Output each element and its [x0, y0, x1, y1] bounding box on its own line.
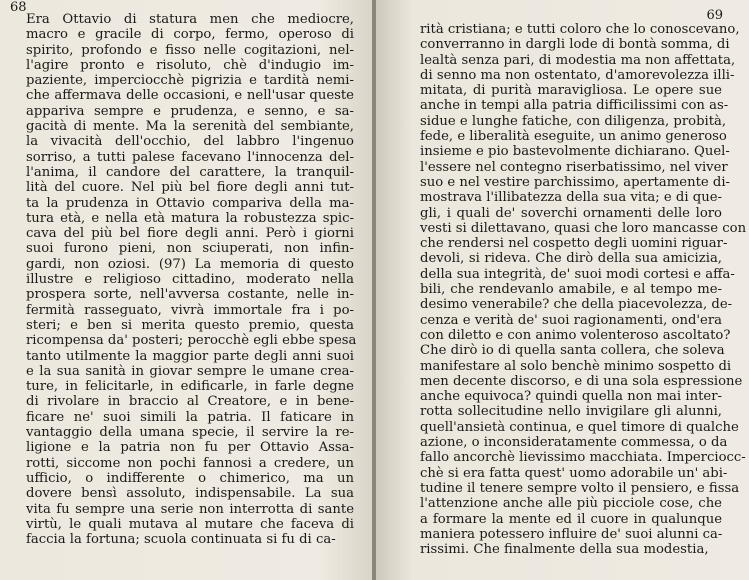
- text-line: tanto utilmente la maggior parte degli anni suoi: [26, 348, 354, 364]
- text-line: sidue e lunghe fatiche, con diligenza, probità,: [420, 113, 727, 129]
- text-line: l'agire pronto e risoluto, chè d'indugio im-: [26, 57, 354, 73]
- text-line: suo e nel vestire parchissimo, apertamente di-: [420, 174, 731, 190]
- text-line: dovere bensì assoluto, indispensabile. La sua: [26, 486, 354, 502]
- text-line: ta la prudenza in Ottavio compariva della ma-: [26, 195, 354, 211]
- text-line: azione, o inconsideratamente commessa, o da: [420, 435, 728, 451]
- text-line: che rendersi nel cospetto degli uomini riguar-: [420, 236, 728, 252]
- text-line: ficare ne' suoi simili la patria. Il faticare in: [26, 409, 354, 425]
- text-line: gacità di mente. Ma la serenità del sembiante,: [26, 119, 354, 135]
- text-line: quell'ansietà continua, e quel timore di qualche: [420, 419, 739, 435]
- text-line: illustre e religioso cittadino, moderato nella: [26, 272, 354, 288]
- text-line: e la sua sanità in giovar sempre le umane crea-: [26, 363, 354, 379]
- text-line: suoi furono pieni, non sciuperati, non infin-: [26, 241, 354, 257]
- text-line: prospera sorte, nell'avversa costante, nelle in-: [26, 287, 354, 303]
- text-line: ufficio, o indifferente o chimerico, ma un: [26, 470, 354, 486]
- left-page-text: [26, 12, 357, 548]
- text-line: fallo ancorchè lievissimo macchiata. Imperciocc-: [420, 450, 746, 466]
- text-line: maniera potessero influire de' suoi alunni ca-: [420, 526, 723, 542]
- text-line: fermità rasseguato, vivrà immortale fra i po-: [26, 302, 354, 318]
- text-line: converranno in dargli lode di bontà somma, di: [420, 37, 730, 53]
- text-line: men decente discorso, e di una sola espressione: [420, 373, 743, 389]
- text-line: l'essere nel contegno riserbatissimo, nel viver: [420, 159, 728, 175]
- text-line: rità cristiana; e tutti coloro che lo conoscevano,: [420, 22, 740, 37]
- text-line: cenza e verità de' suoi ragionamenti, ond'era: [420, 312, 722, 328]
- text-line: vita fu sempre una serie non interrotta di sante: [26, 501, 354, 517]
- text-line: cava del più bel fiore degli anni. Però i giorni: [26, 226, 354, 242]
- page-number-right: 69: [706, 8, 723, 23]
- text-line: rotta sollecitudine nello invigilare gli alunni,: [420, 404, 722, 420]
- text-line: che affermava delle occasioni, e nell'usar queste: [26, 88, 354, 104]
- text-line: l'anima, il candore del carattere, la tranquil-: [26, 164, 354, 180]
- text-line: rissimi. Che finalmente della sua modestia,: [420, 542, 709, 558]
- text-line: vantaggio della umana specie, il servire la re-: [26, 425, 354, 441]
- text-line: mitata, di purità maravigliosa. Le opere sue: [420, 83, 722, 99]
- text-line: chè si era fatta quest' uomo adorabile un' abi-: [420, 465, 728, 481]
- text-line: lità del cuore. Nel più bel fiore degli anni tut-: [26, 180, 354, 196]
- text-line: spirito, profondo e fisso nelle cogitazioni, nel-: [26, 42, 354, 58]
- right-page-text: [420, 22, 747, 558]
- text-line: a formare la mente ed il cuore in qualunque: [420, 511, 722, 527]
- text-line: mostrava l'illibatezza della sua vita; e di que-: [420, 190, 722, 206]
- text-line: gardi, non oziosi. (97) La memoria di questo: [26, 256, 354, 272]
- text-line: devoli, si rideva. Che dirò della sua amicizia,: [420, 251, 722, 267]
- text-line: sorriso, a tutti palese facevano l'innocenza del-: [26, 149, 354, 165]
- right-page: [376, 0, 749, 580]
- text-line: manifestare al solo benchè minimo sospetto di: [420, 358, 732, 374]
- text-line: paziente, imperciocchè pigrizia e tardità nemi-: [26, 73, 354, 89]
- text-line: lealtà senza pari, di modestia ma non affettata,: [420, 52, 736, 68]
- text-line: appariva sempre e prudenza, e senno, e sa-: [26, 103, 354, 119]
- text-line: Che dirò io di quella santa collera, che soleva: [420, 343, 725, 359]
- text-line: di rivolare in braccio al Creatore, e in bene-: [26, 394, 354, 410]
- text-line: anche equivoca? quindi quella non mai inter-: [420, 389, 722, 405]
- text-line: vesti si dilettavano, quasi che loro mancasse con: [420, 220, 747, 236]
- text-line: ligione e la patria non fu per Ottavio Assa-: [26, 440, 354, 456]
- text-line: faccia la fortuna; scuola continuata si fu di ca-: [26, 532, 336, 548]
- text-line: la vivacità dell'occhio, del labbro l'ingenuo: [26, 134, 354, 150]
- text-line: gli, i quali de' soverchi ornamenti delle loro: [420, 205, 722, 221]
- text-line: anche in tempi alla patria difficilissimi con as-: [420, 98, 729, 114]
- text-line: macro e gracile di corpo, fermo, operoso di: [26, 27, 354, 43]
- text-line: con diletto e con animo volenteroso ascoltato?: [420, 327, 731, 343]
- text-line: l'attenzione anche alle più picciole cose, che: [420, 496, 722, 512]
- text-line: di senno ma non ostentato, d'amorevolezza illi-: [420, 67, 735, 83]
- text-line: fede, e liberalità eseguite, un animo generoso: [420, 129, 727, 145]
- text-line: ricompensa da' posteri; perocchè egli ebbe spesa: [26, 333, 357, 349]
- text-line: ture, in felicitarle, in edificarle, in farle degne: [26, 379, 354, 395]
- text-line: Era Ottavio di statura men che mediocre,: [26, 12, 354, 27]
- text-line: bili, che rendevanlo amabile, e al tempo me-: [420, 282, 722, 298]
- text-line: virtù, le quali mutava al mutare che faceva di: [26, 516, 354, 532]
- text-line: tura età, e nella età matura la robustezza spic-: [26, 210, 354, 226]
- left-page: [0, 0, 374, 580]
- text-line: steri; e ben si merita questo premio, questa: [26, 317, 354, 333]
- text-line: insieme e pio bastevolmente dichiarano. Quel-: [420, 144, 730, 160]
- text-line: tudine il tenere sempre volto il pensiero, e fissa: [420, 480, 740, 496]
- text-line: desimo venerabile? che della piacevolezza, de-: [420, 297, 733, 313]
- text-line: rotti, siccome non pochi fannosi a credere, un: [26, 455, 354, 471]
- text-line: della sua integrità, de' suoi modi cortesi e affa-: [420, 266, 735, 282]
- page-number-left: 68: [10, 0, 27, 15]
